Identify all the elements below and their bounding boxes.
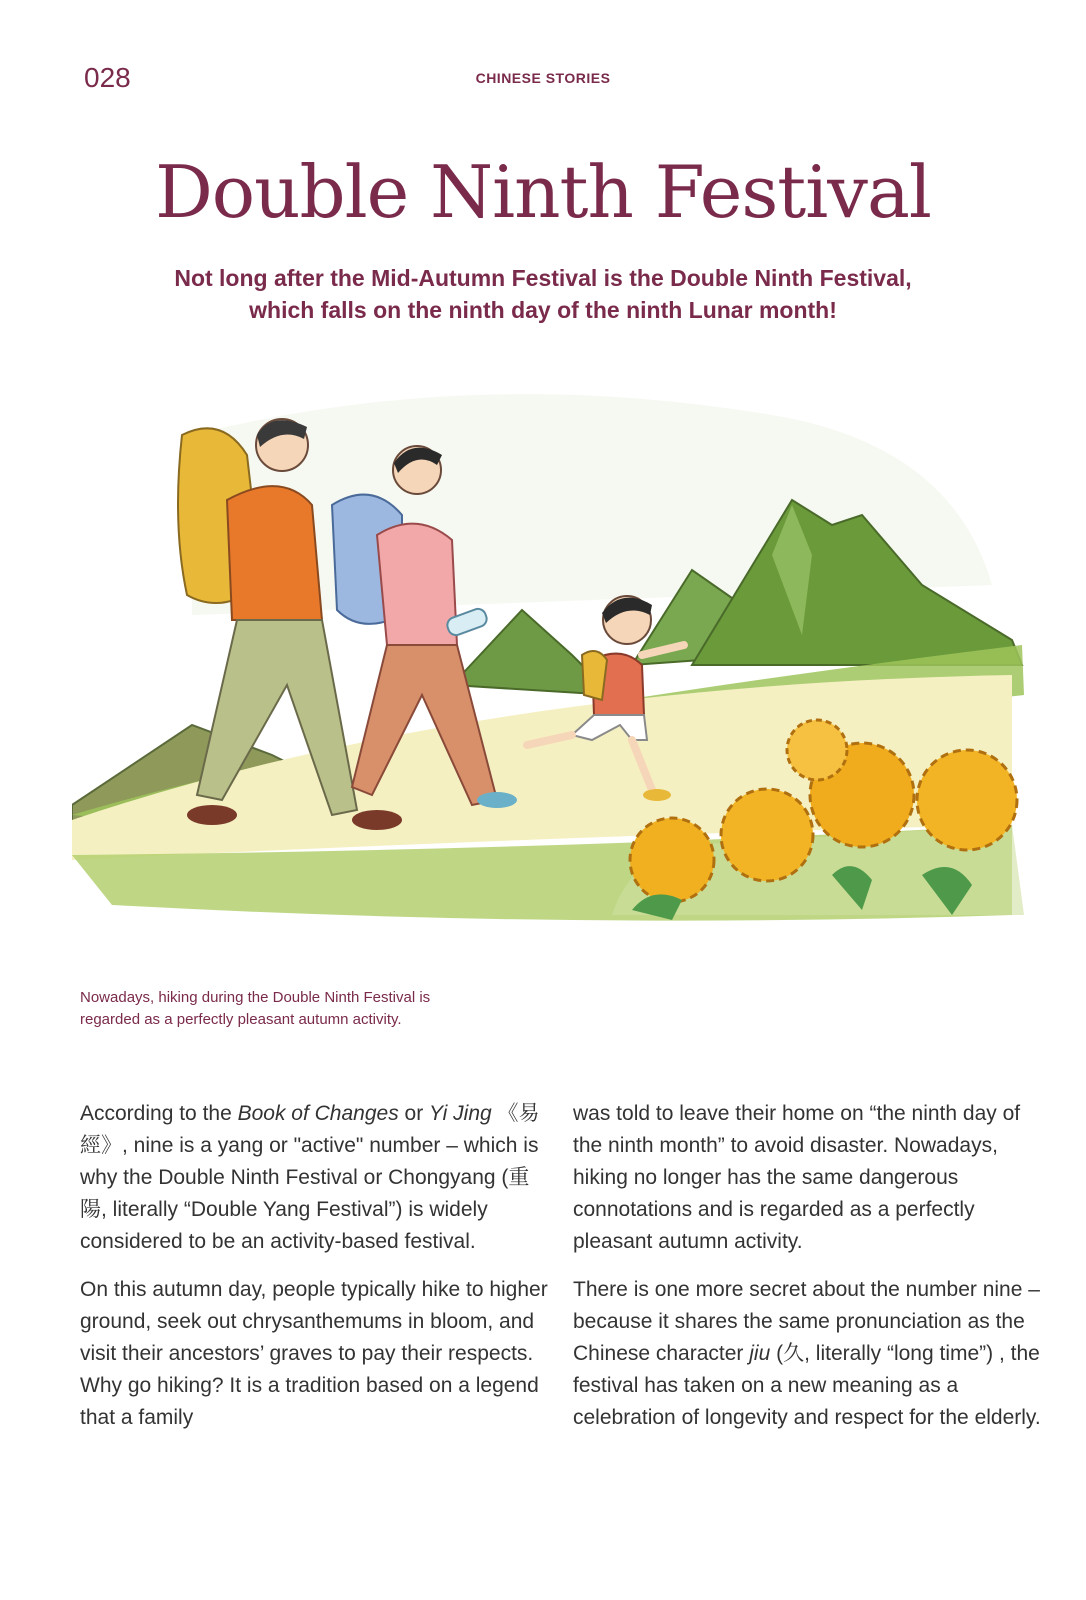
p1-book-title: Book of Changes — [237, 1102, 399, 1125]
p1-yi-jing: Yi Jing — [429, 1102, 492, 1125]
body-column-left — [80, 1098, 550, 1450]
p3-jiu: jiu — [749, 1342, 771, 1365]
illustration-caption — [80, 987, 540, 1031]
paragraph-hiking-left: On this autumn day, people typically hike to higher ground, seek out chrysanthemums in bloom, and visit their ancestors’ graves to pay their respects. Why go hiking? It is a tradition based on a legend that a family — [80, 1278, 548, 1429]
paragraph-hiking-right: was told to leave their home on “the ninth day of the ninth month” to avoid disaster. Nowadays, hiking no longer has the same dangerous connotations and is regarded as a perfectly pleasant autumn activity. — [573, 1102, 1021, 1253]
p1-text-b: or — [398, 1102, 430, 1125]
caption-line-2: regarded as a perfectly pleasant autumn activity. — [80, 1011, 402, 1028]
subtitle-line-1: Not long after the Mid-Autumn Festival is the Double Ninth Festival, — [174, 265, 912, 291]
section-label: CHINESE STORIES — [475, 70, 611, 86]
paragraph-number-nine — [573, 1274, 1043, 1434]
p3-text-b: (久, literally “long time”) , the festival has taken on a new meaning as a celebration of longevity and respect for the elderly. — [573, 1342, 1041, 1429]
p3-text-a: There is one more secret about the number nine – because it shares the same pronunciation as the Chinese character — [573, 1278, 1040, 1365]
page-title: Double Ninth Festival — [155, 150, 931, 234]
paragraph-book-of-changes — [80, 1098, 550, 1258]
subtitle-line-2: which falls on the ninth day of the ninth Lunar month! — [249, 297, 837, 323]
hiking-family-illustration — [72, 355, 1064, 955]
page-number: 028 — [84, 62, 131, 93]
p1-text-a: According to the — [80, 1102, 238, 1125]
body-column-right — [573, 1098, 1043, 1450]
page-subtitle — [120, 262, 966, 326]
caption-line-1: Nowadays, hiking during the Double Ninth Festival is — [80, 989, 431, 1006]
p1-text-c: 《易經》, nine is a yang or "active" number – which is why the Double Ninth Festival or Chongyang (重陽, literally “Double Yang Festival”) is widely considered to be an activity-based festival. — [80, 1102, 540, 1253]
